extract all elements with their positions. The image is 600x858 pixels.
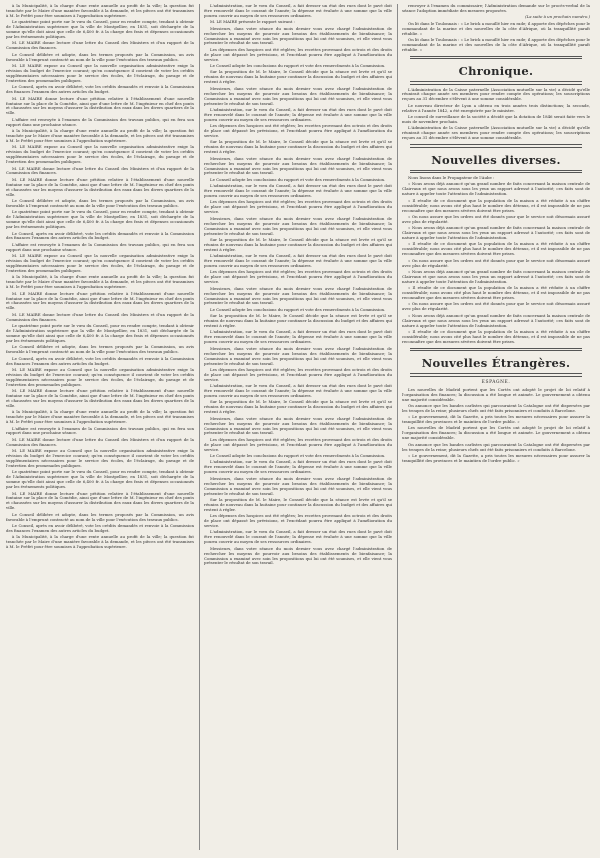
paragraph: Messieurs, dans votre séance du mois dernier vous avez chargé l'administration de rechercher les moyens de pourvoir aux besoins des établissements de bienfaisance; la Commission a examiné avec soin les propositions qui lui ont été soumises, et elle vient vous présenter le résultat de son travail. [204,25,392,46]
paragraph: à la Municipalité, à la charge d'une rente annuelle au profit de la ville; la question fut tranchée par le Maire d'une manière favorable à la demande, et les pièces ont été transmises à M. le Préfet pour être soumises à l'approbation supérieure. [6,409,194,425]
paragraph: On lit dans le Toulonnais : « Le brick a mouillé hier en rade; il apporte des dépêches pour le commandant de la marine et des nouvelles de la côte d'Afrique, où la tranquillité paraît rétablie. » [402,36,590,52]
paragraph: L'administration, sur le vœu du Conseil, a fait dresser un état des rues dont le pavé doit être renouvelé dans le courant de l'année; la dépense est évaluée à une somme que la ville pourra couvrir au moyen de ses ressources ordinaires. [204,253,392,268]
paragraph: à la Municipalité, à la charge d'une rente annuelle au profit de la ville; la question fut tranchée par le Maire d'une manière favorable à la demande, et les pièces ont été transmises à M. le Préfet pour être soumises à l'approbation supérieure. [6,274,194,290]
paragraph: M. LE MAIRE donne lecture d'une lettre du Conseil des Ministres et d'un rapport de la Commission des finances. [6,165,194,176]
column-2 [204,4,392,850]
column-1 [6,4,194,850]
paragraph: Les dépenses des hospices ont été réglées; les recettes provenant des octrois et des droits de place ont dépassé les prévisions, et l'excédant pourra être appliqué à l'amélioration du service. [204,269,392,285]
paragraph: On lit dans le Toulonnais : « Le brick a mouillé hier en rade; il apporte des dépêches pour le commandant de la marine et des nouvelles de la côte d'Afrique, où la tranquillité paraît rétablie. » [402,20,590,36]
paragraph: Le Conseil délibère et adopte, dans les termes proposés par la Commission, un avis favorable à l'emprunt contracté au nom de la ville pour l'exécution des travaux publics. [6,344,194,355]
paragraph: M. LE MAIRE expose au Conseil que la nouvelle organisation administrative exige la révision du budget de l'exercice courant; qu'en conséquence il convient de voter les crédits supplémentaires nécessaires pour le service des écoles, de l'éclairage, du pavage et de l'entretien des promenades publiques. [6,63,194,83]
paragraph: M. LE MAIRE expose au Conseil que la nouvelle organisation administrative exige la révision du budget de l'exercice courant; qu'en conséquence il convient de voter les crédits supplémentaires nécessaires pour le service des écoles, de l'éclairage, du pavage et de l'entretien des promenades publiques. [6,448,194,468]
section-divider [410,56,582,59]
paragraph: M. LE MAIRE expose au Conseil que la nouvelle organisation administrative exige la révision du budget de l'exercice courant; qu'en conséquence il convient de voter les crédits supplémentaires nécessaires pour le service des écoles, de l'éclairage, du pavage et de l'entretien des promenades publiques. [6,253,194,273]
paragraph: Messieurs, dans votre séance du mois dernier vous avez chargé l'administration de rechercher les moyens de pourvoir aux besoins des établissements de bienfaisance; la Commission a examiné avec soin les propositions qui lui ont été soumises, et elle vient vous présenter le résultat de son travail. [204,285,392,306]
paragraph: Les nouvelles de Madrid portent que les Cortès ont adopté le projet de loi relatif à l'organisation des finances; la discussion a été longue et animée. Le gouvernement a obtenu une majorité considérable. [402,425,590,441]
paragraph: L'administration, sur le vœu du Conseil, a fait dresser un état des rues dont le pavé doit être renouvelé dans le courant de l'année; la dépense est évaluée à une somme que la ville pourra couvrir au moyen de ses ressources ordinaires. [204,4,392,18]
paragraph: L'affaire est renvoyée à l'examen de la Commission des travaux publics, qui en fera son rapport dans une prochaine séance. [6,116,194,127]
paragraph: Le Conseil adopte les conclusions du rapport et vote des remercîments à la Commission. [210,306,386,312]
paragraph: « Le gouvernement, dit la Gazette, a pris toutes les mesures nécessaires pour assurer la tranquillité des provinces et le maintien de l'ordre public. » [402,453,590,463]
country-subheading: ESPAGNE. [481,379,511,385]
paragraph: Les dépenses des hospices ont été réglées; les recettes provenant des octrois et des droits de place ont dépassé les prévisions, et l'excédant pourra être appliqué à l'amélioration du service. [204,366,392,382]
paragraph: L'Administration de la Caisse paternelle (Association mutuelle sur la vie) a décidé qu'elle réunirait chaque année ses membres pour rendre compte des opérations; les souscriptions reçues au 31 décembre s'élèvent à une somme considérable. [402,125,590,141]
paragraph: M. LE MAIRE donne lecture d'une pétition relative à l'établissement d'une nouvelle fontaine sur la place de la Comédie, ainsi que d'une lettre de M. l'ingénieur en chef des ponts et chaussées sur les moyens d'assurer la distribution des eaux dans les divers quartiers de la ville. [6,490,194,511]
paragraph: Le Conseil adopte les conclusions du rapport et vote des remercîments à la Commission. [210,63,386,69]
paragraph: Les dépenses des hospices ont été réglées; les recettes provenant des octrois et des droits de place ont dépassé les prévisions, et l'excédant pourra être appliqué à l'amélioration du service. [204,513,392,528]
paragraph: à la Municipalité, à la charge d'une rente annuelle au profit de la ville; la question fut tranchée par le Maire d'une manière favorable à la demande, et les pièces ont été transmises à M. le Préfet pour être soumises à l'approbation supérieure. [6,128,194,143]
section-heading-nouvelles-etrangeres: Nouvelles Étrangères. [421,356,571,371]
paragraph: Nous lisons dans le Propagateur de l'Aube : [408,175,495,181]
paragraph: L'administration, sur le vœu du Conseil, a fait dresser un état des rues dont le pavé doit être renouvelé dans le courant de l'année; la dépense est évaluée à une somme que la ville pourra couvrir au moyen de ses ressources ordinaires. [204,106,392,122]
paragraph: Messieurs, dans votre séance du mois dernier vous avez chargé l'administration de rechercher les moyens de pourvoir aux besoins des établissements de bienfaisance; la Commission a examiné avec soin les propositions qui lui ont été soumises, et elle vient vous présenter le résultat de son travail. [204,415,392,436]
paragraph: « On nous assure que les ordres ont été donnés pour que le service soit désormais assuré avec plus de régularité. [402,301,590,312]
paragraph: M. LE MAIRE donne lecture d'une pétition relative à l'établissement d'une nouvelle fontaine sur la place de la Comédie, ainsi que d'une lettre de M. l'ingénieur en chef des ponts et chaussées sur les moyens d'assurer la distribution des eaux dans les divers quartiers de la ville. [6,95,194,116]
paragraph: L'administration, sur le vœu du Conseil, a fait dresser un état des rues dont le pavé doit être renouvelé dans le courant de l'année; la dépense est évaluée à une somme que la ville pourra couvrir au moyen de ses ressources ordinaires. [204,183,392,199]
paragraph: L'administration, sur le vœu du Conseil, a fait dresser un état des rues dont le pavé doit être renouvelé dans le courant de l'année; la dépense est évaluée à une somme que la ville pourra couvrir au moyen de ses ressources ordinaires. [204,383,392,398]
paragraph: M. LE MAIRE donne lecture d'une lettre du Conseil des Ministres et d'un rapport de la Commission des finances. [6,40,194,51]
paragraph: renvoyer à l'examen du commissaire; l'Administration demande sur le procès-verbal de la séance l'adoption immédiate des mesures proposées. [402,4,590,13]
paragraph: Sur la proposition de M. le Maire, le Conseil décide que la séance est levée et qu'il se réunira de nouveau dans la huitaine pour continuer la discussion du budget et des affaires qui restent à régler. [204,399,392,415]
paragraph: Les dépenses des hospices ont été réglées; les recettes provenant des octrois et des droits de place ont dépassé les prévisions, et l'excédant pourra être appliqué à l'amélioration du service. [204,436,392,452]
paragraph: L'administration, sur le vœu du Conseil, a fait dresser un état des rues dont le pavé doit être renouvelé dans le courant de l'année; la dépense est évaluée à une somme que la ville pourra couvrir au moyen de ses ressources ordinaires. [204,459,392,475]
column-divider [199,4,200,850]
paragraph: Le Conseil, après en avoir délibéré, vote les crédits demandés et renvoie à la Commission des finances l'examen des autres articles du budget. [6,230,194,241]
section-divider [410,170,582,173]
section-divider [410,348,582,351]
section-heading-nouvelles-diverses: Nouvelles diverses. [431,152,561,167]
section-divider [410,144,582,147]
paragraph: « On nous assure que les ordres ont été donnés pour que le service soit désormais assuré avec plus de régularité. [402,213,590,224]
paragraph: L'Administration de la Caisse paternelle (Association mutuelle sur la vie) a décidé qu'elle réunirait chaque année ses membres pour rendre compte des opérations; les souscriptions reçues au 31 décembre s'élèvent à une somme considérable. [402,86,590,102]
paragraph: Le Conseil, après en avoir délibéré, vote les crédits demandés et renvoie à la Commission des finances l'examen des autres articles du budget. [6,523,194,533]
paragraph: Le quatrième point porte sur le vœu du Conseil, pour en rendre compte, tendant à obtenir de l'Administration supérieure que la ville de Montpellier, en 1831, soit déchargée de la somme qu'elle doit ainsi que celle de 6,400 fr. à la charge des frais et dépenses occasionnés par les événements politiques. [6,209,194,230]
paragraph: « Nous avons déjà annoncé qu'un grand nombre de faits concernant la maison centrale de Clairvaux et que nous avons sous les yeux un rapport adressé à l'autorité; ces faits sont de nature à appeler toute l'attention de l'administration. [402,181,590,197]
section-heading-chronique: Chronique. [458,64,534,79]
paragraph: « Nous avons déjà annoncé qu'un grand nombre de faits concernant la maison centrale de Clairvaux et que nous avons sous les yeux un rapport adressé à l'autorité; ces faits sont de nature à appeler toute l'attention de l'administration. [402,268,590,284]
paragraph: Sur la proposition de M. le Maire, le Conseil décide que la séance est levée et qu'il se réunira de nouveau dans la huitaine pour continuer la discussion du budget et des affaires qui restent à régler. [204,69,392,85]
paragraph: M. LE MAIRE donne lecture d'une pétition relative à l'établissement d'une nouvelle fontaine sur la place de la Comédie, ainsi que d'une lettre de M. l'ingénieur en chef des ponts et chaussées sur les moyens d'assurer la distribution des eaux dans les divers quartiers de la ville. [6,176,194,197]
paragraph: Les nouvelles de Madrid portent que les Cortès ont adopté le projet de loi relatif à l'organisation des finances; la discussion a été longue et animée. Le gouvernement a obtenu une majorité considérable. [402,386,590,402]
paragraph: Messieurs, dans votre séance du mois dernier vous avez chargé l'administration de rechercher les moyens de pourvoir aux besoins des établissements de bienfaisance; la Commission a examiné avec soin les propositions qui lui ont été soumises, et elle vient vous présenter le résultat de son travail. [204,475,392,496]
paragraph: Sur la proposition de M. le Maire, le Conseil décide que la séance est levée et qu'il se réunira de nouveau dans la huitaine pour continuer la discussion du budget et des affaires qui restent à régler. [204,139,392,155]
paragraph: Le quatrième point porte sur le vœu du Conseil, pour en rendre compte, tendant à obtenir de l'Administration supérieure que la ville de Montpellier, en 1831, soit déchargée de la somme qu'elle doit ainsi que celle de 6,400 fr. à la charge des frais et dépenses occasionnés par les événements politiques. [6,19,194,40]
column-divider [397,4,398,850]
paragraph: Sur la proposition de M. le Maire, le Conseil décide que la séance est levée et qu'il se réunira de nouveau dans la huitaine pour continuer la discussion du budget et des affaires qui restent à régler. [204,313,392,329]
paragraph: Le Conseil, après en avoir délibéré, vote les crédits demandés et renvoie à la Commission des finances l'examen des autres articles du budget. [6,84,194,95]
paragraph: « Le gouvernement, dit la Gazette, a pris toutes les mesures nécessaires pour assurer la tranquillité des provinces et le maintien de l'ordre public. » [402,414,590,425]
paragraph: Le Conseil, après en avoir délibéré, vote les crédits demandés et renvoie à la Commission des finances l'examen des autres articles du budget. [6,355,194,366]
paragraph: M. LE MAIRE expose au Conseil que la nouvelle organisation administrative exige la révision du budget de l'exercice courant; qu'en conséquence il convient de voter les crédits supplémentaires nécessaires pour le service des écoles, de l'éclairage, du pavage et de l'entretien des promenades publiques. [6,366,194,387]
paragraph: « On nous assure que les ordres ont été donnés pour que le service soit désormais assuré avec plus de régularité. [402,257,590,268]
paragraph: Les dépenses des hospices ont été réglées; les recettes provenant des octrois et des droits de place ont dépassé les prévisions, et l'excédant pourra être appliqué à l'amélioration du service. [204,199,392,215]
paragraph: à la Municipalité, à la charge d'une rente annuelle au profit de la ville; la question fut tranchée par le Maire d'une manière favorable à la demande, et les pièces ont été transmises à M. le Préfet pour être soumises à l'approbation supérieure. [6,4,194,18]
paragraph: Messieurs, dans votre séance du mois dernier vous avez chargé l'administration de rechercher les moyens de pourvoir aux besoins des établissements de bienfaisance; la Commission a examiné avec soin les propositions qui lui ont été soumises, et elle vient vous présenter le résultat de son travail. [204,85,392,106]
paragraph: Messieurs, dans votre séance du mois dernier vous avez chargé l'administration de rechercher les moyens de pourvoir aux besoins des établissements de bienfaisance; la Commission a examiné avec soin les propositions qui lui ont été soumises, et elle vient vous présenter le résultat de son travail. [204,155,392,176]
paragraph: « Il résulte de ce document que la population de la maison a été réduite à un chiffre considérable; nous avons cité plus haut le nombre des détenus, et il est impossible de ne pas reconnaître que des mesures sévères doivent être prises. [402,197,590,213]
paragraph: « Il résulte de ce document que la population de la maison a été réduite à un chiffre considérable; nous avons cité plus haut le nombre des détenus, et il est impossible de ne pas reconnaître que des mesures sévères doivent être prises. [402,241,590,257]
paragraph: Messieurs, dans votre séance du mois dernier vous avez chargé l'administration de rechercher les moyens de pourvoir aux besoins des établissements de bienfaisance; la Commission a examiné avec soin les propositions qui lui ont été soumises, et elle vient vous présenter le résultat de son travail. [204,545,392,566]
paragraph: Le quatrième point porte sur le vœu du Conseil, pour en rendre compte, tendant à obtenir de l'Administration supérieure que la ville de Montpellier, en 1831, soit déchargée de la somme qu'elle doit ainsi que celle de 6,400 fr. à la charge des frais et dépenses occasionnés par les événements politiques. [6,323,194,343]
paragraph: « Il résulte de ce document que la population de la maison a été réduite à un chiffre considérable; nous avons cité plus haut le nombre des détenus, et il est impossible de ne pas reconnaître que des mesures sévères doivent être prises. [402,285,590,301]
paragraph: à la Municipalité, à la charge d'une rente annuelle au profit de la ville; la question fut tranchée par le Maire d'une manière favorable à la demande, et les pièces ont été transmises à M. le Préfet pour être soumises à l'approbation supérieure. [6,534,194,550]
paragraph: Le Conseil délibère et adopte, dans les termes proposés par la Commission, un avis favorable à l'emprunt contracté au nom de la ville pour l'exécution des travaux publics. [6,198,194,208]
paragraph: « Il résulte de ce document que la population de la maison a été réduite à un chiffre considérable; nous avons cité plus haut le nombre des détenus, et il est impossible de ne pas reconnaître que des mesures sévères doivent être prises. [402,329,590,344]
paragraph: L'administration, sur le vœu du Conseil, a fait dresser un état des rues dont le pavé doit être renouvelé dans le courant de l'année; la dépense est évaluée à une somme que la ville pourra couvrir au moyen de ses ressources ordinaires. [204,329,392,345]
paragraph: Le quatrième point porte sur le vœu du Conseil, pour en rendre compte, tendant à obtenir de l'Administration supérieure que la ville de Montpellier, en 1831, soit déchargée de la somme qu'elle doit ainsi que celle de 6,400 fr. à la charge des frais et dépenses occasionnés par les événements politiques. [6,469,194,490]
column-3 [402,4,590,850]
paragraph: M. LE MAIRE donne lecture d'une lettre du Conseil des Ministres et d'un rapport de la Commission des finances. [6,311,194,322]
paragraph: Les dépenses des hospices ont été réglées; les recettes provenant des octrois et des droits de place ont dépassé les prévisions, et l'excédant pourra être appliqué à l'amélioration du service. [204,123,392,138]
paragraph: L'administration, sur le vœu du Conseil, a fait dresser un état des rues dont le pavé doit être renouvelé dans le courant de l'année; la dépense est évaluée à une somme que la ville pourra couvrir au moyen de ses ressources ordinaires. [204,529,392,545]
newspaper-page [6,4,594,850]
continuation-note: (La suite à un prochain numéro.) [525,14,590,20]
paragraph: Messieurs, dans votre séance du mois dernier vous avez chargé l'administration de rechercher les moyens de pourvoir aux besoins des établissements de bienfaisance; la Commission a examiné avec soin les propositions qui lui ont été soumises, et elle vient vous présenter le résultat de son travail. [204,215,392,236]
paragraph: Le Conseil délibère et adopte, dans les termes proposés par la Commission, un avis favorable à l'emprunt contracté au nom de la ville pour l'exécution des travaux publics. [6,51,194,62]
paragraph: Le Conseil délibère et adopte, dans les termes proposés par la Commission, un avis favorable à l'emprunt contracté au nom de la ville pour l'exécution des travaux publics. [6,511,194,522]
paragraph: M. LE MAIRE donne lecture d'une pétition relative à l'établissement d'une nouvelle fontaine sur la place de la Comédie, ainsi que d'une lettre de M. l'ingénieur en chef des ponts et chaussées sur les moyens d'assurer la distribution des eaux dans les divers quartiers de la ville. [6,290,194,311]
paragraph: Les dépenses des hospices ont été réglées; les recettes provenant des octrois et des droits de place ont dépassé les prévisions, et l'excédant pourra être appliqué à l'amélioration du service. [204,46,392,62]
paragraph: Le Conseil adopte les conclusions du rapport et vote des remercîments à la Commission. [210,453,386,459]
paragraph: M. LE MAIRE donne lecture d'une pétition relative à l'établissement d'une nouvelle fontaine sur la place de la Comédie, ainsi que d'une lettre de M. l'ingénieur en chef des ponts et chaussées sur les moyens d'assurer la distribution des eaux dans les divers quartiers de la ville. [6,388,194,408]
paragraph: Le nouveau directeur de Lyon a obtenu en trois années trois distinctions; la seconde, relative à l'année 1842, a été enregistrée par le ministre. [402,102,590,113]
paragraph: Sur la proposition de M. le Maire, le Conseil décide que la séance est levée et qu'il se réunira de nouveau dans la huitaine pour continuer la discussion du budget et des affaires qui restent à régler. [204,496,392,512]
paragraph: Le Conseil adopte les conclusions du rapport et vote des remercîments à la Commission. [210,176,386,182]
paragraph: « Nous avons déjà annoncé qu'un grand nombre de faits concernant la maison centrale de Clairvaux et que nous avons sous les yeux un rapport adressé à l'autorité; ces faits sont de nature à appeler toute l'attention de l'administration. [402,312,590,328]
section-divider [410,373,582,376]
paragraph: On annonce que les bandes carlistes qui parcouraient la Catalogne ont été dispersées par les troupes de la reine; plusieurs chefs ont été faits prisonniers et conduits à Barcelone. [402,441,590,452]
paragraph: M. LE MAIRE expose au Conseil que la nouvelle organisation administrative exige la révision du budget de l'exercice courant; qu'en conséquence il convient de voter les crédits supplémentaires nécessaires pour le service des écoles, de l'éclairage, du pavage et de l'entretien des promenades publiques. [6,144,194,165]
paragraph: On annonce que les bandes carlistes qui parcouraient la Catalogne ont été dispersées par les troupes de la reine; plusieurs chefs ont été faits prisonniers et conduits à Barcelone. [402,402,590,413]
paragraph: M. LE MAIRE présente le rapport suivant : [210,19,295,25]
paragraph: Sur la proposition de M. le Maire, le Conseil décide que la séance est levée et qu'il se réunira de nouveau dans la huitaine pour continuer la discussion du budget et des affaires qui restent à régler. [204,236,392,252]
paragraph: L'affaire est renvoyée à l'examen de la Commission des travaux publics, qui en fera son rapport dans une prochaine séance. [6,425,194,436]
paragraph: Messieurs, dans votre séance du mois dernier vous avez chargé l'administration de rechercher les moyens de pourvoir aux besoins des établissements de bienfaisance; la Commission a examiné avec soin les propositions qui lui ont été soumises, et elle vient vous présenter le résultat de son travail. [204,345,392,366]
section-divider [410,81,582,84]
paragraph: Le conseil de surveillance de la société a décidé que la dotation de 1846 serait faite vers le mois de novembre prochain. [402,114,590,125]
paragraph: L'affaire est renvoyée à l'examen de la Commission des travaux publics, qui en fera son rapport dans une prochaine séance. [6,241,194,252]
paragraph: M. LE MAIRE donne lecture d'une lettre du Conseil des Ministres et d'un rapport de la Commission des finances. [6,436,194,447]
paragraph: « Nous avons déjà annoncé qu'un grand nombre de faits concernant la maison centrale de Clairvaux et que nous avons sous les yeux un rapport adressé à l'autorité; ces faits sont de nature à appeler toute l'attention de l'administration. [402,225,590,241]
